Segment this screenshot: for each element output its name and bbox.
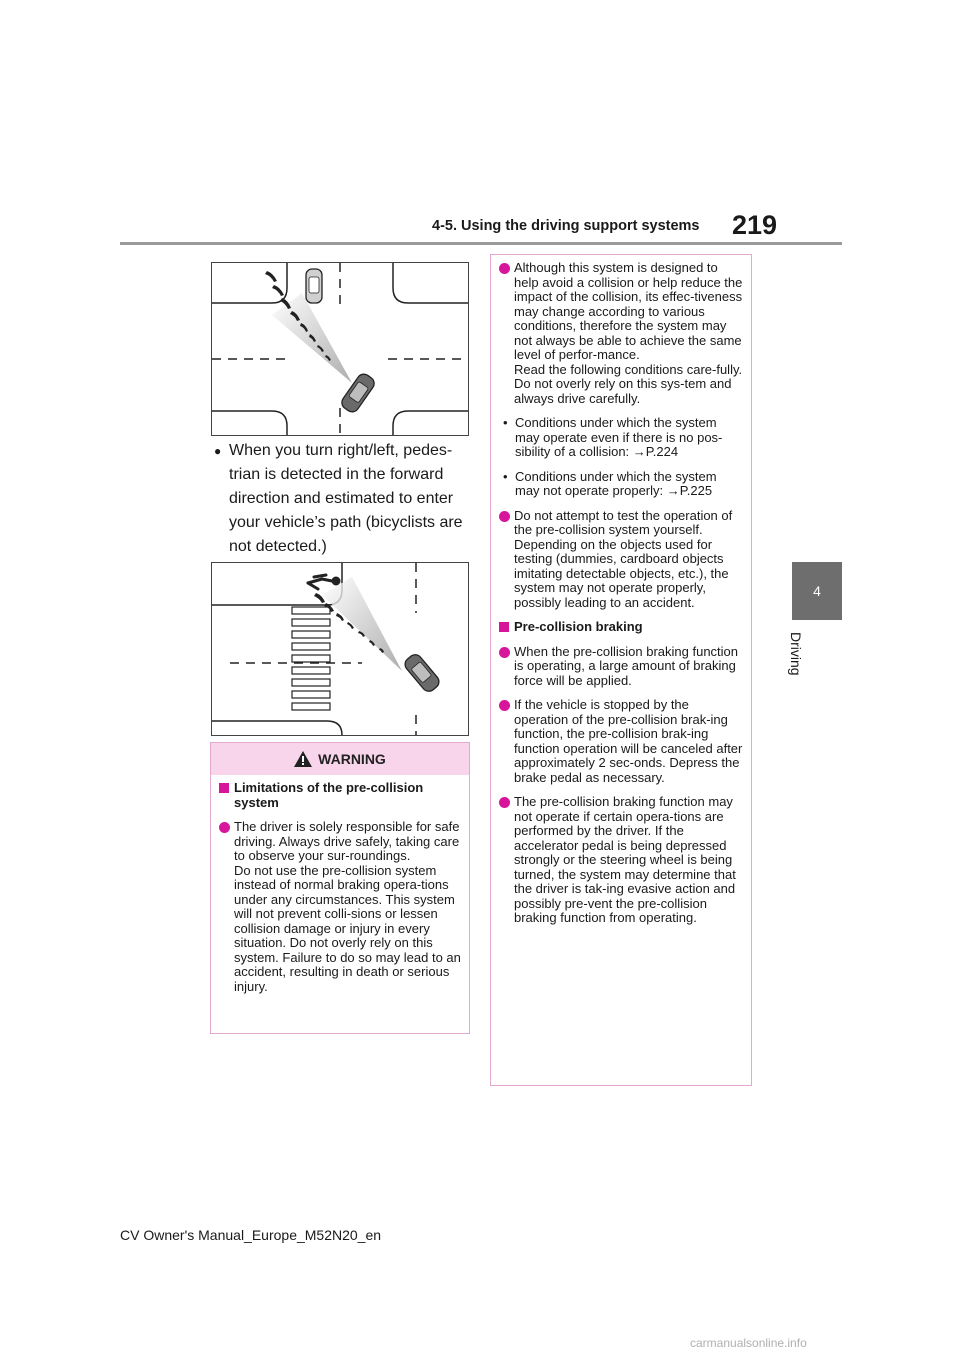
circle-bullet-icon: [499, 263, 510, 274]
caution-paragraph: If the vehicle is stopped by the operation of the pre-collision brak-ing function, the pre-collision brak-ing function operation will be canceled after approximately 2 sec-onds. Depress the brake pedal as necessary.: [514, 697, 743, 785]
warning-triangle-icon: [294, 751, 312, 767]
detection-condition-text: [214, 439, 474, 559]
warning-header: [211, 743, 469, 775]
bullet-icon: ●: [214, 444, 222, 458]
crosswalk-pedestrian-illustration: [211, 562, 469, 736]
sub-item-text: Conditions under which the system may not operate properly: →P.225: [515, 468, 717, 498]
sub-item: [499, 470, 743, 499]
watermark: carmanualsonline.info: [690, 1336, 807, 1350]
dot-bullet-icon: •: [503, 468, 508, 484]
square-bullet-icon: [499, 622, 509, 632]
sub-item: [499, 416, 743, 460]
caution-item: [499, 698, 743, 785]
caution-box: [490, 254, 752, 1086]
chapter-label-text: Driving: [788, 632, 804, 676]
warning-heading: Limitations of the pre-collision system: [234, 780, 424, 810]
page-number: 219: [732, 210, 778, 240]
header-divider: [120, 242, 842, 245]
braking-heading: Pre-collision braking: [514, 619, 643, 634]
caution-item: [499, 509, 743, 611]
sub-item-text: Conditions under which the system may operate even if there is no pos-sibility of a collision: →P.224: [515, 415, 723, 459]
warning-body: [211, 775, 469, 994]
caution-paragraph: Although this system is designed to help avoid a collision or help reduce the impact of the collision, its effec-tiveness may change according to various conditions, therefore the system may not always be able to achieve the same level of perfor-mance. Read the following conditions care-fully. Do not overly rely on this sys-tem and always drive carefully.: [514, 260, 743, 406]
circle-bullet-icon: [499, 511, 510, 522]
detection-condition-paragraph: When you turn right/left, pedes-trian is detected in the forward direction and estimated to enter your vehicle’s path (bicyclists are not detected.): [229, 442, 463, 555]
braking-heading-item: [499, 620, 743, 635]
caution-paragraph: When the pre-collision braking function is operating, a large amount of braking force will be applied.: [514, 643, 739, 688]
caution-item: [499, 645, 743, 689]
caution-body: [491, 255, 751, 926]
square-bullet-icon: [219, 783, 229, 793]
caution-paragraph: Do not attempt to test the operation of the pre-collision system yourself. Depending on the objects used for testing (dummies, cardboard objects imitating detectable objects, etc.), the system may not operate properly, possibly leading to an accident.: [514, 507, 733, 610]
caution-item: [499, 261, 743, 406]
warning-title: WARNING: [318, 751, 386, 767]
chapter-label: [786, 632, 804, 682]
caution-paragraph: The pre-collision braking function may not operate if certain opera-tions are performed by the driver. If the accelerator pedal is being depressed strongly or the steering wheel is being turned, the system may determine that the driver is tak-ing evasive action and possibly pre-vent the pre-collision braking function from operating.: [514, 794, 736, 925]
warning-paragraph: The driver is solely responsible for safe driving. Always drive safely, taking care to observe your sur-roundings. Do not use the pre-collision system instead of normal braking opera-tions under any circumstances. This system will not prevent colli-sions or lessen collision damage or injury in every situation. Do not overly rely on this system. Failure to do so may lead to an accident, resulting in death or serious injury.: [234, 819, 461, 994]
warning-heading-item: [219, 781, 461, 810]
dot-bullet-icon: •: [503, 415, 508, 430]
intersection-turn-illustration: [211, 262, 469, 436]
footer-text: CV Owner's Manual_Europe_M52N20_en: [120, 1227, 382, 1243]
chapter-number: 4: [813, 583, 821, 599]
warning-paragraph-item: [219, 820, 461, 994]
circle-bullet-icon: [499, 700, 510, 711]
caution-item: [499, 795, 743, 926]
chapter-tab: [792, 562, 842, 620]
circle-bullet-icon: [219, 822, 230, 833]
warning-box: [210, 742, 470, 1034]
circle-bullet-icon: [499, 647, 510, 658]
section-title: 4-5. Using the driving support systems: [432, 218, 700, 234]
circle-bullet-icon: [499, 797, 510, 808]
